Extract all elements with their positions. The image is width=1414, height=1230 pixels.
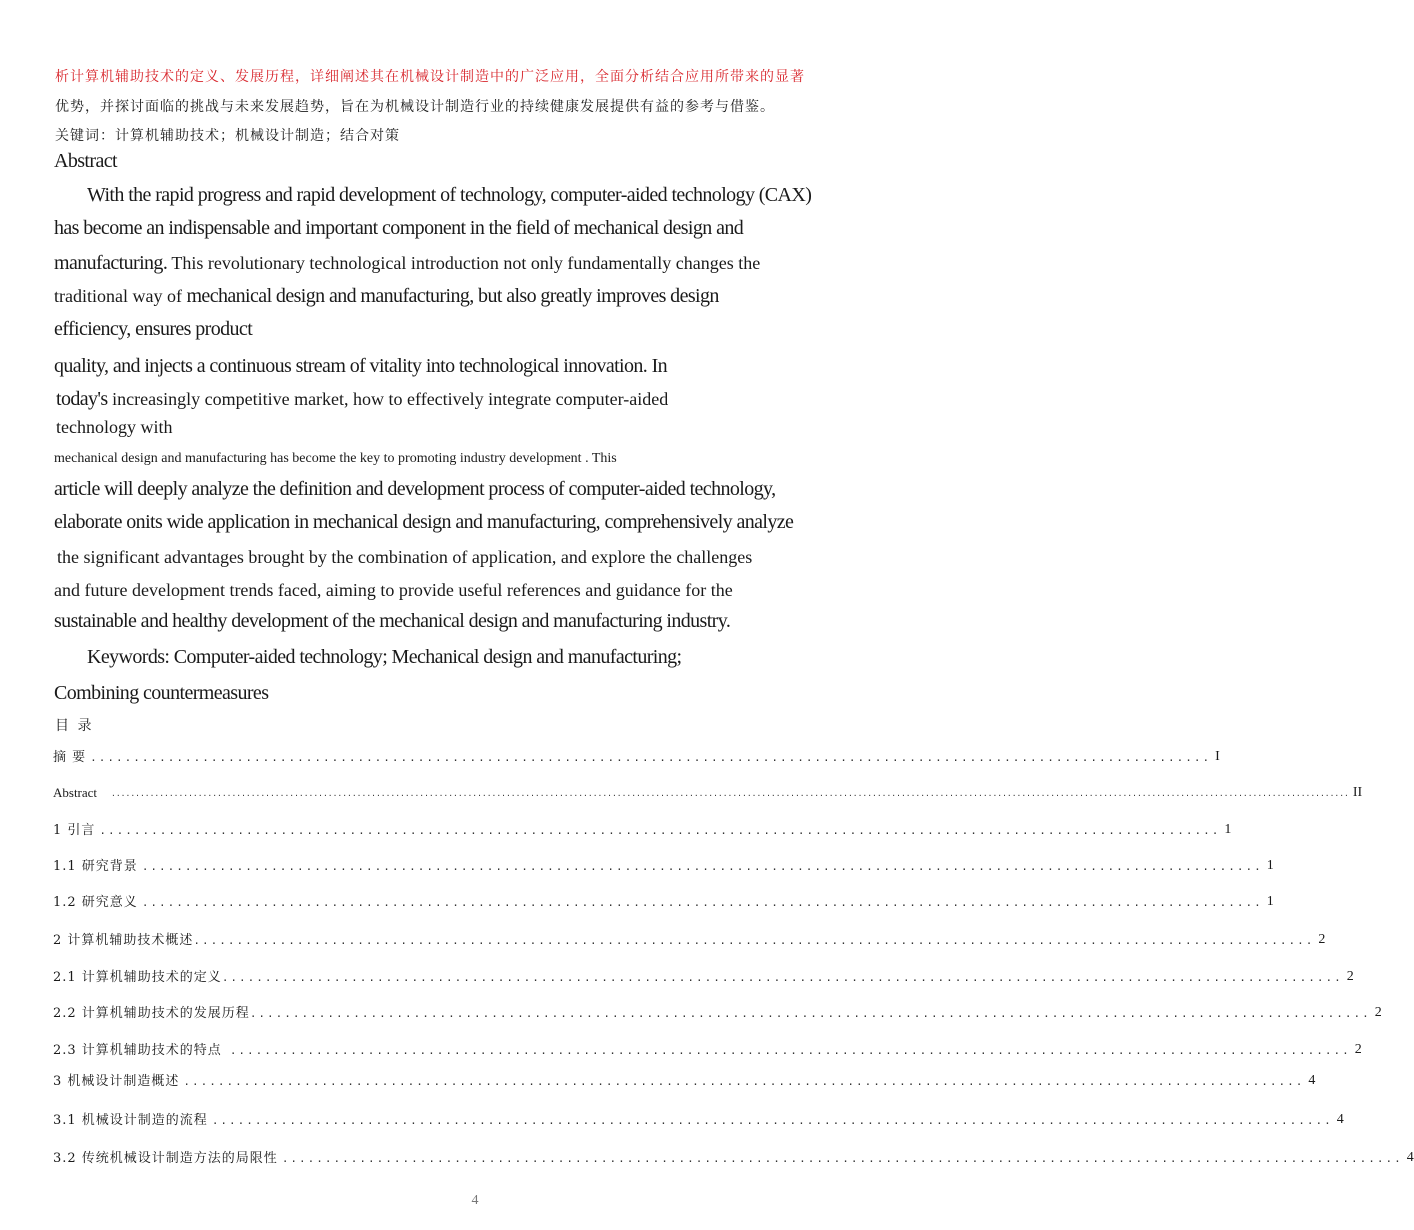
toc-leader-dots: ................................................................................................................................................................................................................................................................. [111,789,1349,798]
abstract-cn-line-2: 优势，并探讨面临的挑战与未来发展趋势，旨在为机械设计制造行业的持续健康发展提供有益的参考与借鉴。 [55,99,775,115]
abstract-line: today's increasingly competitive market, how to effectively integrate computer-aided [56,388,669,410]
keywords-en: Keywords: Computer-aided technology; Mechanical design and manufacturing; [87,646,682,668]
toc-leader-dots: .................................................................................................................................. [183,1075,1305,1088]
toc-leader-dots: .................................................................................................................................. [281,1152,1403,1165]
toc-leader-dots: .................................................................................................................................. [249,1007,1371,1020]
toc-entry[interactable]: 2.1 计算机辅助技术的定义 .................................................................................................................................. 2 [53,969,1354,985]
keywords-cn: 关键词：计算机辅助技术；机械设计制造；结合对策 [55,128,400,144]
toc-entry[interactable]: 2.2 计算机辅助技术的发展历程 .................................................................................................................................. 2 [53,1005,1382,1021]
toc-leader-dots: .................................................................................................................................. [229,1044,1351,1057]
abstract-heading: Abstract [54,150,117,172]
toc-entry[interactable]: 3 机械设计制造概述 .................................................................................................................................. 4 [53,1073,1316,1089]
toc-entry[interactable]: 3.2 传统机械设计制造方法的局限性 .................................................................................................................................. 4 [53,1150,1414,1166]
abstract-cn-line-1: 析计算机辅助技术的定义、发展历程，详细阐述其在机械设计制造中的广泛应用，全面分析结合应用所带来的显著 [55,69,805,85]
toc-entry[interactable]: Abstract ................................................................................................................................................................................................................................................................. II [53,785,1363,800]
toc-leader-dots: .................................................................................................................................. [221,971,1343,984]
toc-entry[interactable]: 2.3 计算机辅助技术的特点 .................................................................................................................................. 2 [53,1042,1362,1058]
abstract-line: technology with [56,417,173,437]
abstract-line: elaborate onits wide application in mechanical design and manufacturing, comprehensively analyze [54,511,794,533]
toc-leader-dots: .................................................................................................................................. [99,824,1221,837]
toc-entry[interactable]: 1.1 研究背景 .................................................................................................................................. 1 [53,858,1274,874]
abstract-line: mechanical design and manufacturing has become the key to promoting industry development . This [54,451,617,466]
toc-entry[interactable]: 2 计算机辅助技术概述 .................................................................................................................................. 2 [53,932,1326,948]
toc-entry[interactable]: 摘 要 .................................................................................................................................. I [53,749,1220,765]
abstract-line: quality, and injects a continuous stream of vitality into technological innovation. In [54,355,668,377]
toc-entry[interactable]: 3.1 机械设计制造的流程 .................................................................................................................................. 4 [53,1112,1344,1128]
toc-leader-dots: .................................................................................................................................. [141,896,1263,909]
abstract-line: article will deeply analyze the definition and development process of computer-aided technology, [54,478,776,500]
abstract-line: traditional way of mechanical design and manufacturing, but also greatly improves design [54,285,719,307]
toc-entry[interactable]: 1.2 研究意义 .................................................................................................................................. 1 [53,894,1274,910]
toc-leader-dots: .................................................................................................................................. [90,751,1212,764]
toc-leader-dots: .................................................................................................................................. [141,860,1263,873]
abstract-line: manufacturing. This revolutionary technological introduction not only fundamentally changes the [54,252,761,274]
toc-entry[interactable]: 1 引言 .................................................................................................................................. 1 [53,822,1232,838]
abstract-line: efficiency, ensures product [54,318,253,340]
abstract-line: the significant advantages brought by the combination of application, and explore the challenges [57,547,753,567]
keywords-en-continued: Combining countermeasures [54,682,269,704]
abstract-line: has become an indispensable and important component in the field of mechanical design and [54,217,744,239]
page-number: 4 [471,1193,479,1208]
toc-leader-dots: .................................................................................................................................. [211,1114,1333,1127]
abstract-line: With the rapid progress and rapid development of technology, computer-aided technology (CAX) [87,184,812,206]
toc-leader-dots: .................................................................................................................................. [193,934,1315,947]
abstract-line: sustainable and healthy development of the mechanical design and manufacturing industry. [54,610,731,632]
abstract-line: and future development trends faced, aiming to provide useful references and guidance for the [54,580,733,600]
toc-title: 目 录 [55,718,94,734]
